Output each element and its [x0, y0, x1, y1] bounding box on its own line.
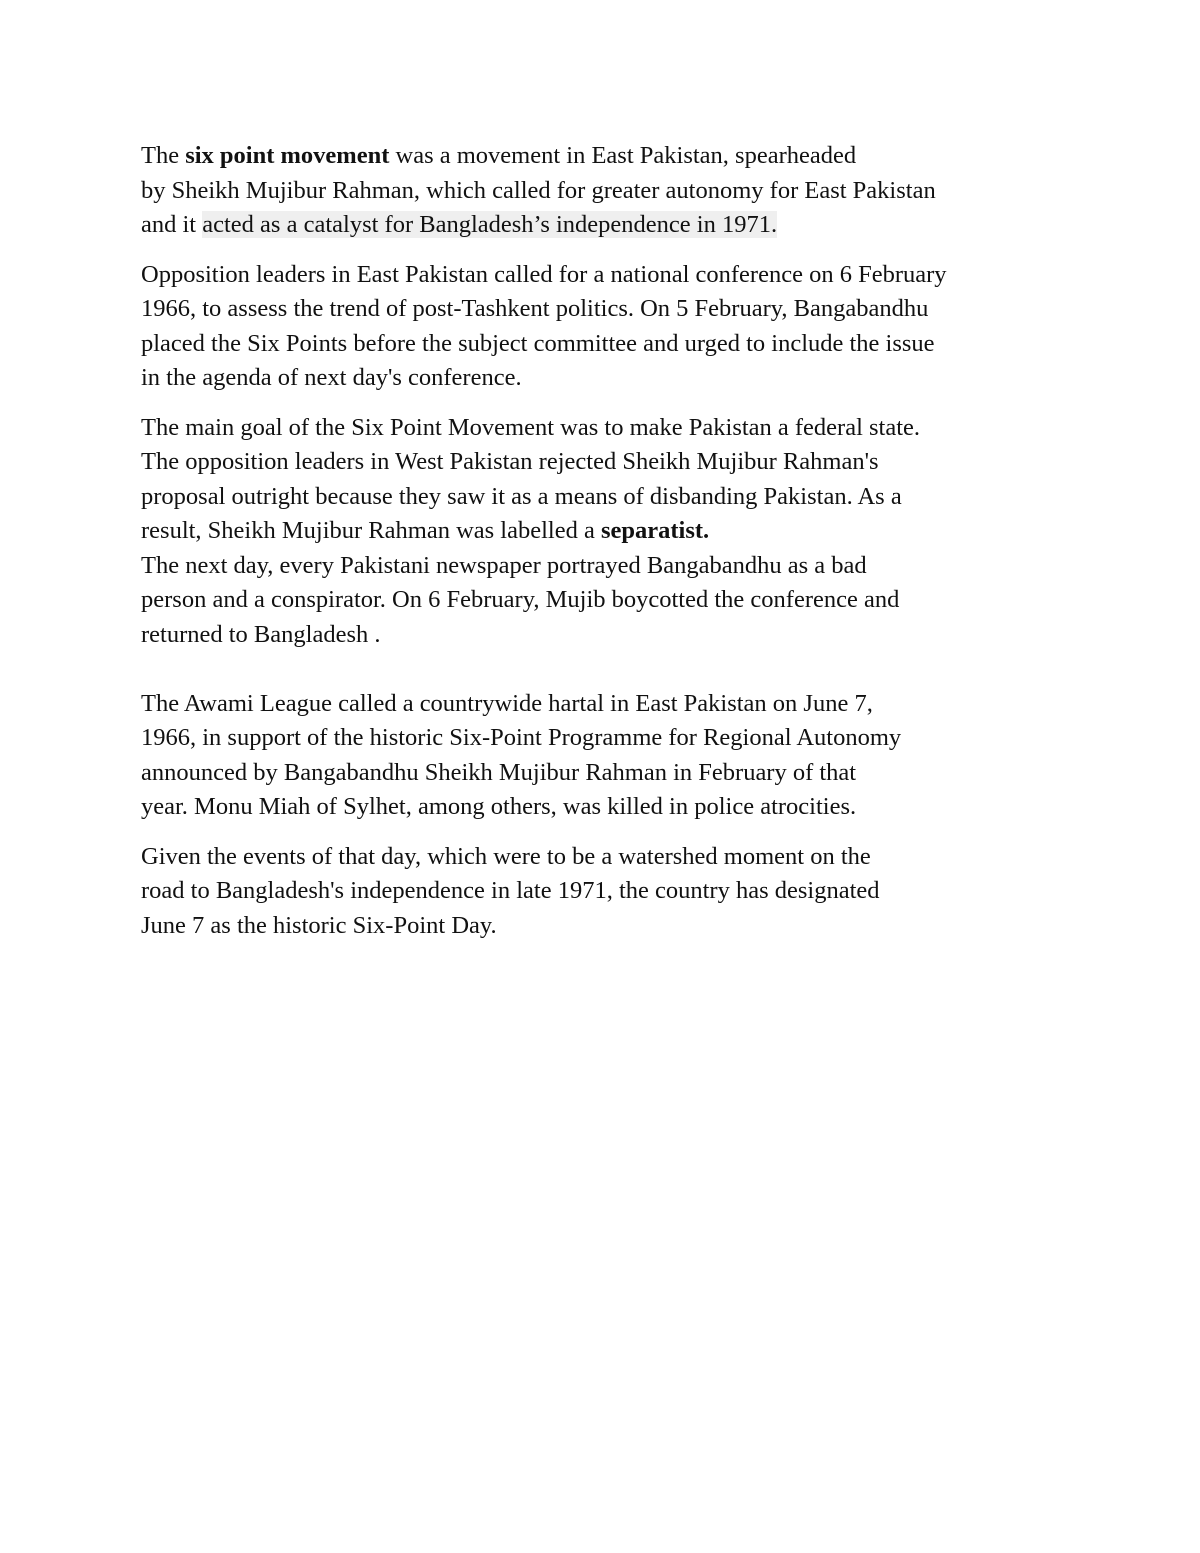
text-line: year. Monu Miah of Sylhet, among others, was killed in police atrocities.	[141, 793, 857, 820]
text-line	[141, 514, 1071, 549]
text-run: was a movement in East Pakistan, spearheaded	[389, 142, 857, 169]
text-line: person and a conspirator. On 6 February, Mujib boycotted the conference and	[141, 586, 900, 613]
text-line	[141, 139, 1071, 174]
text-line: The main goal of the Six Point Movement was to make Pakistan a federal state.	[141, 413, 921, 441]
paragraph-main-goal	[141, 411, 1071, 549]
paragraph-opposition-conference	[141, 258, 1071, 396]
paragraph-next-day	[141, 549, 1071, 653]
text-line: proposal outright because they saw it as a means of disbanding Pakistan. As a	[141, 482, 902, 510]
text-line: The Awami League called a countrywide hartal in East Pakistan on June 7,	[141, 689, 873, 717]
text-run: result, Sheikh Mujibur Rahman was labelled a	[141, 517, 601, 544]
text-run: and it	[141, 211, 203, 238]
paragraph-spacer	[141, 825, 1071, 840]
paragraph-six-point-day	[141, 840, 1071, 944]
bold-term-separatist: separatist.	[600, 517, 710, 544]
text-line: The next day, every Pakistani newspaper portrayed Bangabandhu as a bad	[141, 551, 867, 579]
bold-term-six-point-movement: six point movement	[185, 142, 390, 169]
text-line	[141, 208, 1071, 243]
text-line: 1966, in support of the historic Six-Point Programme for Regional Autonomy	[141, 724, 902, 751]
text-line: The opposition leaders in West Pakistan rejected Sheikh Mujibur Rahman's	[141, 448, 879, 475]
text-line: by Sheikh Mujibur Rahman, which called for greater autonomy for East Pakistan	[141, 176, 936, 204]
document-body	[141, 139, 1071, 943]
text-line: road to Bangladesh's independence in late 1971, the country has designated	[141, 877, 880, 904]
paragraph-intro	[141, 139, 1071, 243]
highlighted-text: acted as a catalyst for Bangladesh’s independence in 1971.	[202, 211, 778, 238]
text-line: June 7 as the historic Six-Point Day.	[141, 911, 497, 939]
text-line: announced by Bangabandhu Sheikh Mujibur Rahman in February of that	[141, 758, 857, 786]
text-line: Given the events of that day, which were to be a watershed moment on the	[141, 842, 871, 870]
text-line: 1966, to assess the trend of post-Tashkent politics. On 5 February, Bangabandhu	[141, 295, 929, 322]
text-line: in the agenda of next day's conference.	[141, 364, 522, 391]
text-line: placed the Six Points before the subject committee and urged to include the issue	[141, 329, 935, 357]
text-line: Opposition leaders in East Pakistan called for a national conference on 6 February	[141, 260, 947, 288]
paragraph-spacer	[141, 396, 1071, 411]
blank-line	[141, 652, 1071, 687]
paragraph-awami-league-hartal	[141, 687, 1071, 825]
text-line: returned to Bangladesh .	[141, 620, 381, 648]
paragraph-spacer	[141, 243, 1071, 258]
text-run: The	[141, 142, 186, 169]
